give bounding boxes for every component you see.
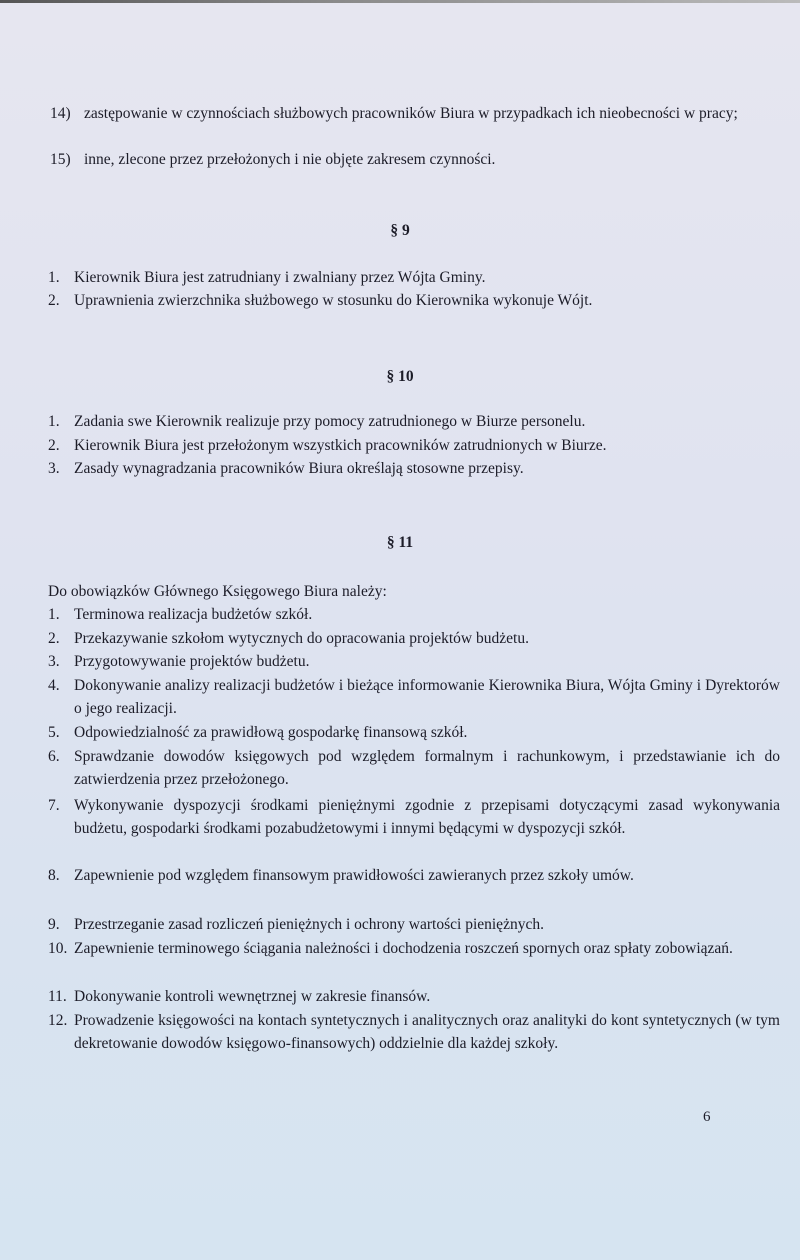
- section-heading-11: § 11: [386, 534, 414, 551]
- list-item-text: Zasady wynagradzania pracowników Biura określają stosowne przepisy.: [74, 460, 524, 477]
- list-marker: 3.: [48, 460, 60, 477]
- list-marker: 7.: [48, 797, 60, 814]
- list-item-text: Wykonywanie dyspozycji środkami pieniężnymi zgodnie z przepisami dotyczącymi zasad wykonywania budżetu, gospodarki środkami pozabudżetowymi i innymi będącymi w dyspozycji szkół.: [74, 797, 780, 837]
- list-item-text: Kierownik Biura jest przełożonym wszystkich pracowników zatrudnionych w Biurze.: [74, 437, 607, 454]
- list-marker: 1.: [48, 413, 60, 430]
- list-marker: 2.: [48, 292, 60, 309]
- page-number: 6: [703, 1109, 711, 1125]
- section-heading-10: § 10: [386, 368, 414, 385]
- list-item-text: Przekazywanie szkołom wytycznych do opracowania projektów budżetu.: [74, 630, 529, 647]
- list-marker: 5.: [48, 724, 60, 741]
- list-marker: 2.: [48, 437, 60, 454]
- list-marker: 2.: [48, 630, 60, 647]
- list-marker: 14): [50, 105, 71, 122]
- list-item-text: Zadania swe Kierownik realizuje przy pomocy zatrudnionego w Biurze personelu.: [74, 413, 586, 430]
- list-item-text: Odpowiedzialność za prawidłową gospodarkę finansową szkół.: [74, 724, 468, 741]
- list-marker: 1.: [48, 606, 60, 623]
- list-item-text: Terminowa realizacja budżetów szkół.: [74, 606, 313, 623]
- list-item-text: Prowadzenie księgowości na kontach syntetycznych i analitycznych oraz analityki do kont syntetycznych (w tym dekretowanie dowodów księgowo-finansowych) oddzielnie dla każdej szkoły.: [74, 1012, 780, 1052]
- list-item-text: Przygotowywanie projektów budżetu.: [74, 653, 310, 670]
- list-item-text: Dokonywanie kontroli wewnętrznej w zakresie finansów.: [74, 988, 431, 1005]
- list-item-text: Uprawnienia zwierzchnika służbowego w stosunku do Kierownika wykonuje Wójt.: [74, 292, 593, 309]
- list-marker: 6.: [48, 748, 60, 765]
- list-marker: 15): [50, 151, 71, 168]
- list-item-text: Sprawdzanie dowodów księgowych pod względem formalnym i rachunkowym, i przedstawianie ich do zatwierdzenia przez przełożonego.: [74, 748, 780, 788]
- list-marker: 10.: [48, 940, 68, 957]
- list-marker: 8.: [48, 867, 60, 884]
- list-marker: 12.: [48, 1012, 68, 1029]
- list-marker: 4.: [48, 677, 60, 694]
- list-marker: 11.: [48, 988, 67, 1005]
- list-item-text: zastępowanie w czynnościach służbowych pracowników Biura w przypadkach ich nieobecności w pracy;: [84, 105, 738, 122]
- list-marker: 1.: [48, 269, 60, 286]
- list-item-text: Dokonywanie analizy realizacji budżetów i bieżące informowanie Kierownika Biura, Wójta Gminy i Dyrektorów o jego realizacji.: [74, 677, 780, 717]
- list-marker: 9.: [48, 916, 60, 933]
- section-intro: Do obowiązków Głównego Księgowego Biura należy:: [48, 583, 387, 600]
- list-item-text: Zapewnienie terminowego ściągania należności i dochodzenia roszczeń spornych oraz spłaty zobowiązań.: [74, 940, 733, 957]
- list-item-text: Kierownik Biura jest zatrudniany i zwalniany przez Wójta Gminy.: [74, 269, 486, 286]
- list-item-text: inne, zlecone przez przełożonych i nie objęte zakresem czynności.: [84, 151, 496, 168]
- list-item-text: Przestrzeganie zasad rozliczeń pieniężnych i ochrony wartości pieniężnych.: [74, 916, 544, 933]
- list-marker: 3.: [48, 653, 60, 670]
- list-item-text: Zapewnienie pod względem finansowym prawidłowości zawieranych przez szkoły umów.: [74, 867, 634, 884]
- section-heading-9: § 9: [390, 222, 410, 239]
